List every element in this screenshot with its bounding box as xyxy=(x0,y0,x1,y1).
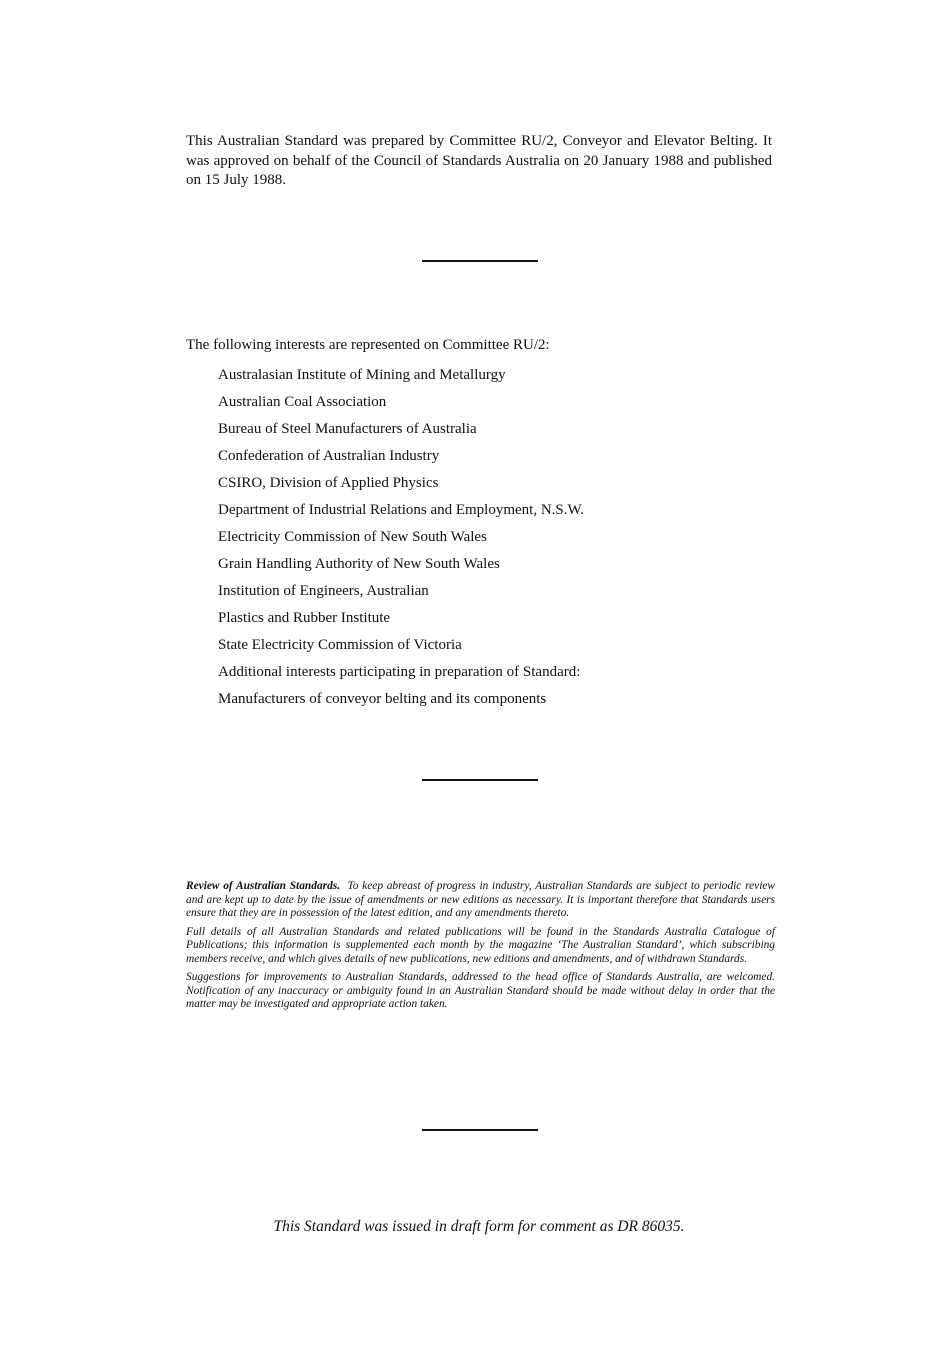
section-divider xyxy=(422,779,538,781)
section-divider xyxy=(422,1129,538,1131)
interest-item: Australian Coal Association xyxy=(218,394,387,410)
committee-section xyxy=(186,335,786,713)
interest-item: Institution of Engineers, Australian xyxy=(218,583,429,599)
interest-item: Australasian Institute of Mining and Metallurgy xyxy=(218,367,506,383)
interest-item: Additional interests participating in preparation of Standard: xyxy=(218,664,581,680)
interest-item: Plastics and Rubber Institute xyxy=(218,610,391,626)
interest-item: State Electricity Commission of Victoria xyxy=(218,637,462,653)
draft-note: This Standard was issued in draft form for comment as DR 86035. xyxy=(273,1218,685,1235)
review-paragraph-3: Suggestions for improvements to Australian Standards, addressed to the head office of Standards Australia, are welcomed. Notification of any inaccuracy or ambiguity found in an Australian Standard should be made without delay in order that the matter may be investigated and appropriate action taken. xyxy=(186,971,775,1010)
section-divider xyxy=(422,260,538,262)
interest-item: Department of Industrial Relations and Employment, N.S.W. xyxy=(218,502,585,518)
review-notice xyxy=(186,880,775,1017)
interest-item: Electricity Commission of New South Wales xyxy=(218,529,487,545)
review-paragraph-1-text: To keep abreast of progress in industry, Australian Standards are subject to periodic review and are kept up to date by the issue of amendments or new editions as necessary. It is important therefore that Standards users ensure that they are in possession of the latest edition, and any amendments thereto. xyxy=(186,880,776,919)
interest-item: Bureau of Steel Manufacturers of Australia xyxy=(218,421,477,437)
review-heading: Review of Australian Standards. xyxy=(186,880,341,892)
review-paragraph-2: Full details of all Australian Standards and related publications will be found in the Standards Australia Catalogue of Publications; this information is supplemented each month by the magazine ‘The Australian Standard’, which subscribing members receive, and which gives details of new publications, new editions and amendments, and of withdrawn Standards. xyxy=(186,925,775,965)
interest-item: Grain Handling Authority of New South Wales xyxy=(218,556,500,572)
interest-item: Manufacturers of conveyor belting and its components xyxy=(218,691,547,707)
interest-item: Confederation of Australian Industry xyxy=(218,448,440,464)
committee-heading: The following interests are represented on Committee RU/2: xyxy=(186,337,550,353)
approval-statement: This Australian Standard was prepared by Committee RU/2, Conveyor and Elevator Belting. It was approved on behalf of the Council of Standards Australia on 20 January 1988 and published on 15 July 1988. xyxy=(186,133,772,188)
interest-item: CSIRO, Division of Applied Physics xyxy=(218,475,439,491)
interest-list xyxy=(186,362,786,713)
review-paragraph-1 xyxy=(186,880,775,921)
